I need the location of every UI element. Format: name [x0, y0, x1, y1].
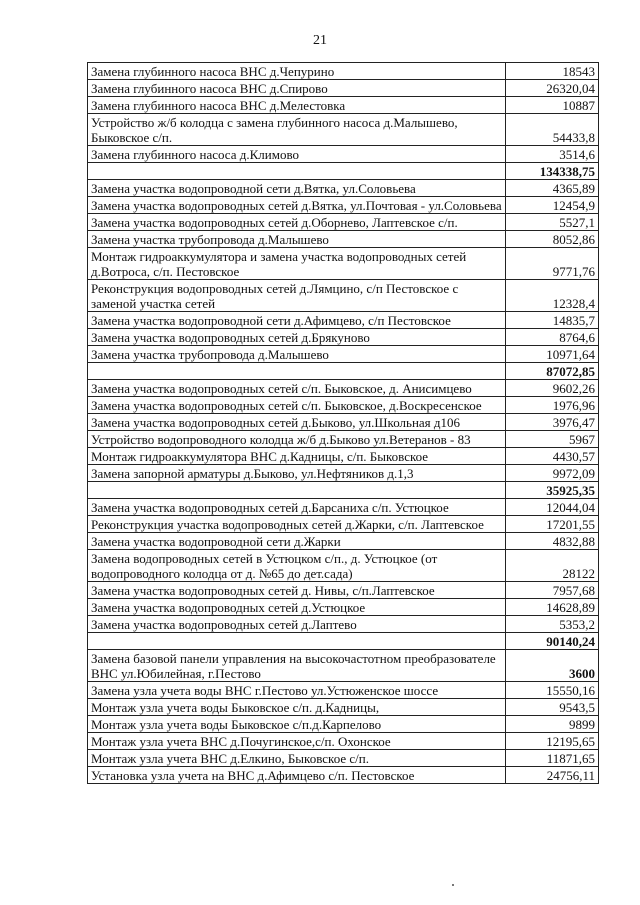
table-row-subtotal: [88, 163, 599, 180]
work-description: Замена участка водопроводных сетей д.Быково, ул.Школьная д106: [88, 414, 506, 431]
work-description: Замена участка водопроводных сетей д.Брякуново: [88, 329, 506, 346]
table-row: [88, 214, 599, 231]
table-row: [88, 699, 599, 716]
work-amount: 26320,04: [506, 80, 599, 97]
table-row: [88, 516, 599, 533]
table-row: [88, 582, 599, 599]
works-table: [87, 62, 599, 784]
work-amount: 11871,65: [506, 750, 599, 767]
work-amount: 8052,86: [506, 231, 599, 248]
work-description: Замена водопроводных сетей в Устюцком с/п., д. Устюцкое (от водопроводного колодца от д. №65 до дет.сада): [88, 550, 506, 582]
work-description: Замена запорной арматуры д.Быково, ул.Нефтяников д.1,3: [88, 465, 506, 482]
work-description: Монтаж узла учета воды Быковское с/п. д.Кадницы,: [88, 699, 506, 716]
table-row: [88, 280, 599, 312]
work-amount: 9771,76: [506, 248, 599, 280]
work-description: Монтаж гидроаккумулятора ВНС д.Кадницы, с/п. Быковское: [88, 448, 506, 465]
table-row: [88, 380, 599, 397]
work-amount: 10971,64: [506, 346, 599, 363]
work-amount: 3514,6: [506, 146, 599, 163]
work-amount: 15550,16: [506, 682, 599, 699]
work-description: Реконструкция водопроводных сетей д.Лямцино, с/п Пестовское с заменой участка сетей: [88, 280, 506, 312]
table-row: [88, 716, 599, 733]
table-row: [88, 448, 599, 465]
work-description: Монтаж узла учета ВНС д.Почугинское,с/п. Охонское: [88, 733, 506, 750]
work-description: Замена участка водопроводных сетей с/п. Быковское, д.Воскресенское: [88, 397, 506, 414]
table-row: [88, 197, 599, 214]
table-row: [88, 414, 599, 431]
work-description: Замена участка водопроводных сетей д.Устюцкое: [88, 599, 506, 616]
work-amount: 5967: [506, 431, 599, 448]
work-description: Замена участка водопроводных сетей д.Оборнево, Лаптевское с/п.: [88, 214, 506, 231]
work-amount: 4365,89: [506, 180, 599, 197]
work-amount: 24756,11: [506, 767, 599, 784]
work-description: Замена глубинного насоса ВНС д.Спирово: [88, 80, 506, 97]
work-description: [88, 633, 506, 650]
work-description: Устройство ж/б колодца с замена глубинного насоса д.Малышево, Быковское с/п.: [88, 114, 506, 146]
work-amount: 9899: [506, 716, 599, 733]
work-description: Замена участка водопроводных сетей д.Лаптево: [88, 616, 506, 633]
work-amount: 17201,55: [506, 516, 599, 533]
work-amount: 90140,24: [506, 633, 599, 650]
scan-artifact-dot: [452, 884, 454, 886]
work-description: Замена участка водопроводной сети д.Вятка, ул.Соловьева: [88, 180, 506, 197]
work-description: Замена глубинного насоса ВНС д.Чепурино: [88, 63, 506, 80]
table-row: [88, 180, 599, 197]
work-amount: 12454,9: [506, 197, 599, 214]
works-table-body: [88, 63, 599, 784]
table-row-subtotal: [88, 650, 599, 682]
work-description: Замена участка водопроводных сетей д. Нивы, с/п.Лаптевское: [88, 582, 506, 599]
work-description: Замена глубинного насоса д.Климово: [88, 146, 506, 163]
table-row: [88, 312, 599, 329]
table-row: [88, 346, 599, 363]
work-amount: 134338,75: [506, 163, 599, 180]
work-description: [88, 482, 506, 499]
work-description: Монтаж узла учета ВНС д.Елкино, Быковское с/п.: [88, 750, 506, 767]
table-row: [88, 616, 599, 633]
table-row-subtotal: [88, 482, 599, 499]
work-description: Монтаж гидроаккумулятора и замена участка водопроводных сетей д.Вотроса, с/п. Пестовское: [88, 248, 506, 280]
work-amount: 12044,04: [506, 499, 599, 516]
work-amount: 28122: [506, 550, 599, 582]
work-amount: 14628,89: [506, 599, 599, 616]
work-description: Замена участка трубопровода д.Малышево: [88, 231, 506, 248]
work-amount: 7957,68: [506, 582, 599, 599]
work-description: Замена участка водопроводной сети д.Афимцево, с/п Пестовское: [88, 312, 506, 329]
work-amount: 9972,09: [506, 465, 599, 482]
work-description: [88, 363, 506, 380]
work-amount: 9543,5: [506, 699, 599, 716]
work-description: [88, 163, 506, 180]
work-description: Замена участка водопроводных сетей д.Барсаниха с/п. Устюцкое: [88, 499, 506, 516]
table-row: [88, 499, 599, 516]
work-amount: 5353,2: [506, 616, 599, 633]
table-row: [88, 63, 599, 80]
table-row: [88, 248, 599, 280]
work-amount: 10887: [506, 97, 599, 114]
table-row: [88, 750, 599, 767]
work-amount: 4430,57: [506, 448, 599, 465]
table-row: [88, 533, 599, 550]
table-row: [88, 767, 599, 784]
table-row: [88, 80, 599, 97]
work-description: Замена участка водопроводной сети д.Жарки: [88, 533, 506, 550]
work-amount: 12195,65: [506, 733, 599, 750]
table-row-subtotal: [88, 363, 599, 380]
work-description: Замена узла учета воды ВНС г.Пестово ул.Устюженское шоссе: [88, 682, 506, 699]
page-number: 21: [313, 33, 327, 48]
table-row: [88, 114, 599, 146]
work-amount: 14835,7: [506, 312, 599, 329]
work-amount: 3976,47: [506, 414, 599, 431]
table-row: [88, 231, 599, 248]
work-description: Реконструкция участка водопроводных сетей д.Жарки, с/п. Лаптевское: [88, 516, 506, 533]
work-amount: 4832,88: [506, 533, 599, 550]
work-amount: 35925,35: [506, 482, 599, 499]
work-amount: 1976,96: [506, 397, 599, 414]
table-row: [88, 329, 599, 346]
table-row: [88, 431, 599, 448]
work-description: Установка узла учета на ВНС д.Афимцево с/п. Пестовское: [88, 767, 506, 784]
work-amount: 9602,26: [506, 380, 599, 397]
work-description: Монтаж узла учета воды Быковское с/п.д.Карпелово: [88, 716, 506, 733]
table-row: [88, 599, 599, 616]
work-description: Замена участка трубопровода д.Малышево: [88, 346, 506, 363]
work-amount: 18543: [506, 63, 599, 80]
work-amount: 54433,8: [506, 114, 599, 146]
work-description: Замена базовой панели управления на высокочастотном преобразователе ВНС ул.Юбилейная, г.Пестово: [88, 650, 506, 682]
table-row: [88, 146, 599, 163]
table-row: [88, 97, 599, 114]
work-description: Замена участка водопроводных сетей с/п. Быковское, д. Анисимцево: [88, 380, 506, 397]
work-amount: 87072,85: [506, 363, 599, 380]
work-description: Замена глубинного насоса ВНС д.Мелестовка: [88, 97, 506, 114]
work-amount: 3600: [506, 650, 599, 682]
table-row: [88, 465, 599, 482]
table-row: [88, 397, 599, 414]
work-amount: 5527,1: [506, 214, 599, 231]
table-row: [88, 550, 599, 582]
table-row: [88, 733, 599, 750]
table-row: [88, 682, 599, 699]
work-amount: 8764,6: [506, 329, 599, 346]
work-description: Замена участка водопроводных сетей д.Вятка, ул.Почтовая - ул.Соловьева: [88, 197, 506, 214]
table-row-subtotal: [88, 633, 599, 650]
work-description: Устройство водопроводного колодца ж/б д.Быково ул.Ветеранов - 83: [88, 431, 506, 448]
work-amount: 12328,4: [506, 280, 599, 312]
